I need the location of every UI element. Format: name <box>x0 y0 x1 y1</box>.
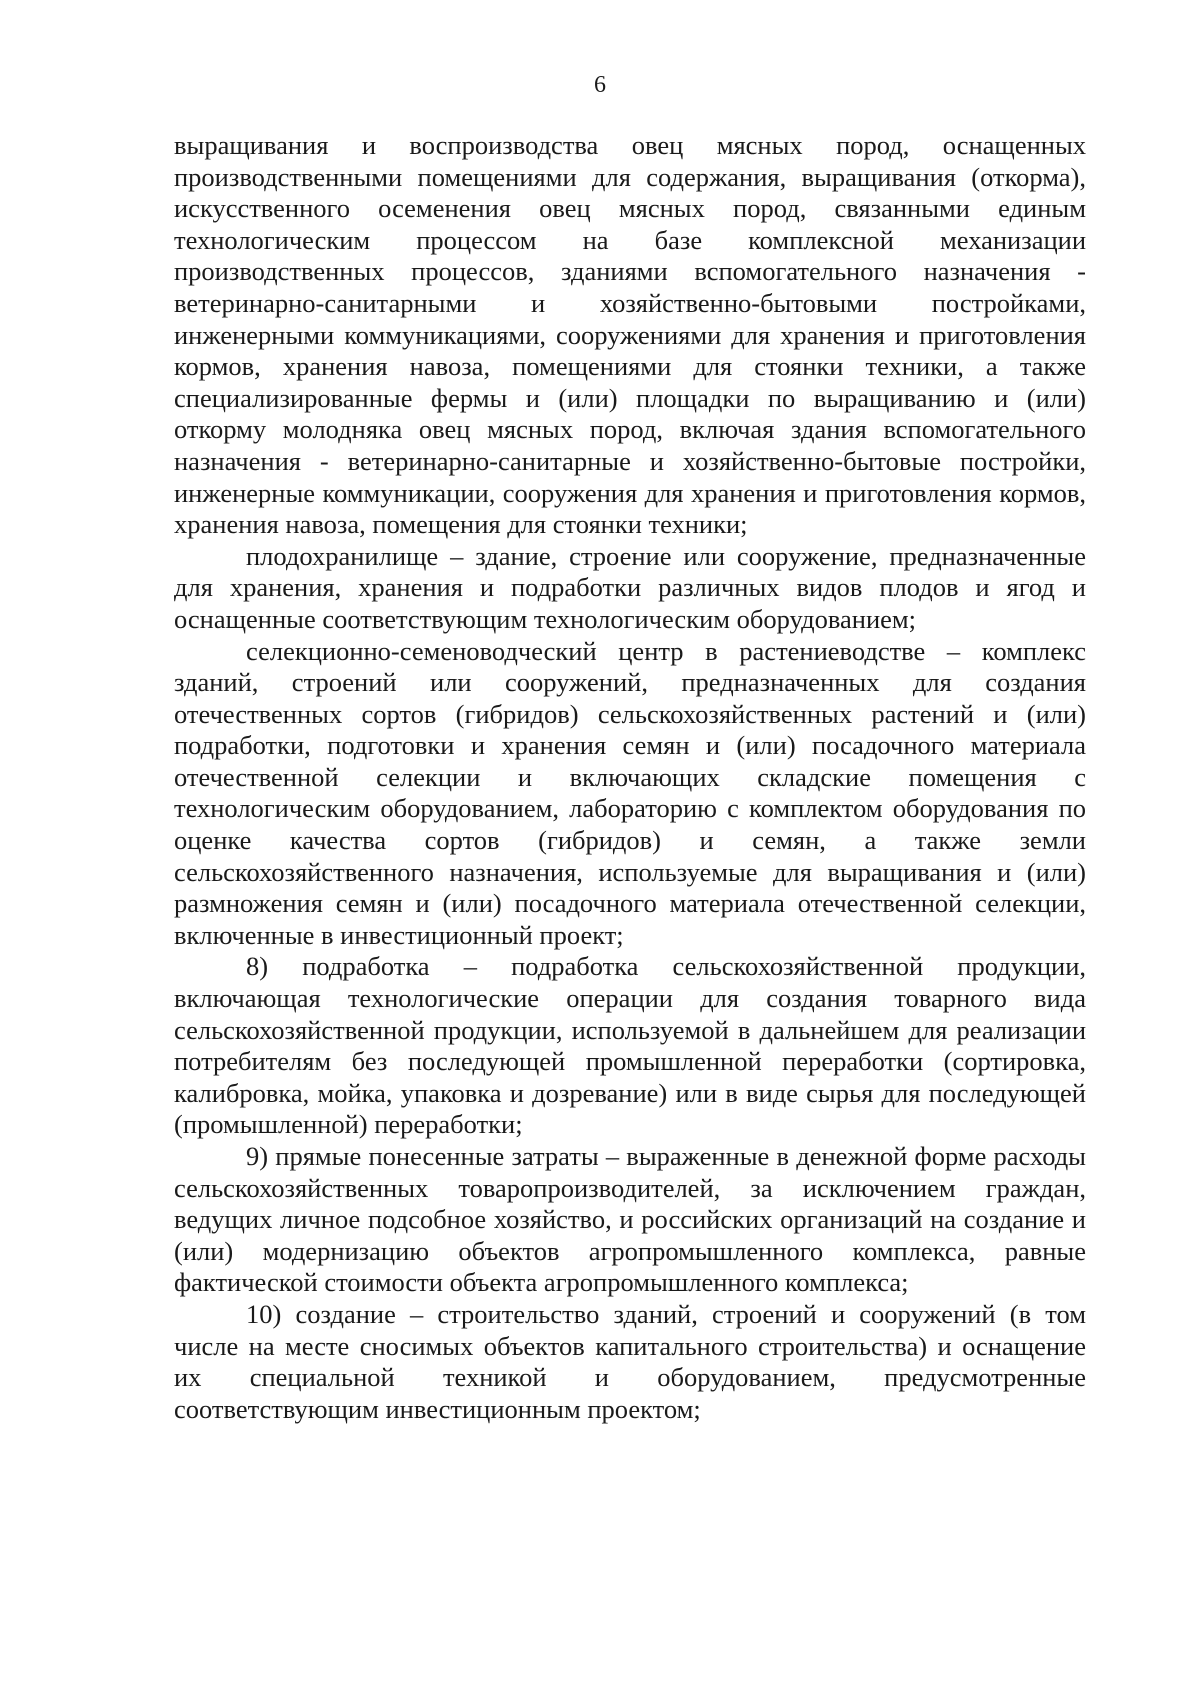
paragraph-item-10-creation: 10) создание – строительство зданий, строений и сооружений (в том числе на месте сносимых объектов капитального строительства) и оснащение их специальной техникой и оборудованием, предусмотренные соответствующим инвестиционным проектом; <box>174 1298 1086 1424</box>
paragraph-sheep-farm-continuation: выращивания и воспроизводства овец мясных пород, оснащенных производственными помещениями для содержания, выращивания (откорма), искусственного осеменения овец мясных пород, связанными единым технологическим процессом на базе комплексной механизации производственных процессов, зданиями вспомогательного назначения - ветеринарно-санитарными и хозяйственно-бытовыми постройками, инженерными коммуникациями, сооружениями для хранения и приготовления кормов, хранения навоза, помещениями для стоянки техники, а также специализированные фермы и (или) площадки по выращиванию и (или) откорму молодняка овец мясных пород, включая здания вспомогательного назначения - ветеринарно-санитарные и хозяйственно-бытовые постройки, инженерные коммуникации, сооружения для хранения и приготовления кормов, хранения навоза, помещения для стоянки техники; <box>174 130 1086 540</box>
paragraph-item-8-processing: 8) подработка – подработка сельскохозяйственной продукции, включающая технологические операции для создания товарного вида сельскохозяйственной продукции, используемой в дальнейшем для реализации потребителям без последующей промышленной переработки (сортировка, калибровка, мойка, упаковка и дозревание) или в виде сырья для последующей (промышленной) переработки; <box>174 951 1086 1140</box>
document-body <box>174 130 1086 1425</box>
paragraph-fruit-storage: плодохранилище – здание, строение или сооружение, предназначенные для хранения, хранения и подработки различных видов плодов и ягод и оснащенные соответствующим технологическим оборудованием; <box>174 540 1086 634</box>
paragraph-item-9-direct-costs: 9) прямые понесенные затраты – выраженные в денежной форме расходы сельскохозяйственных товаропроизводителей, за исключением граждан, ведущих личное подсобное хозяйство, и российских организаций на создание и (или) модернизацию объектов агропромышленного комплекса, равные фактической стоимости объекта агропромышленного комплекса; <box>174 1141 1086 1298</box>
paragraph-breeding-seed-center: селекционно-семеноводческий центр в растениеводстве – комплекс зданий, строений или сооружений, предназначенных для создания отечественных сортов (гибридов) сельскохозяйственных растений и (или) подработки, подготовки и хранения семян и (или) посадочного материала отечественной селекции и включающих складские помещения с технологическим оборудованием, лабораторию с комплектом оборудования по оценке качества сортов (гибридов) и семян, а также земли сельскохозяйственного назначения, используемые для выращивания и (или) размножения семян и (или) посадочного материала отечественной селекции, включенные в инвестиционный проект; <box>174 635 1086 950</box>
page-number: 6 <box>594 72 606 98</box>
